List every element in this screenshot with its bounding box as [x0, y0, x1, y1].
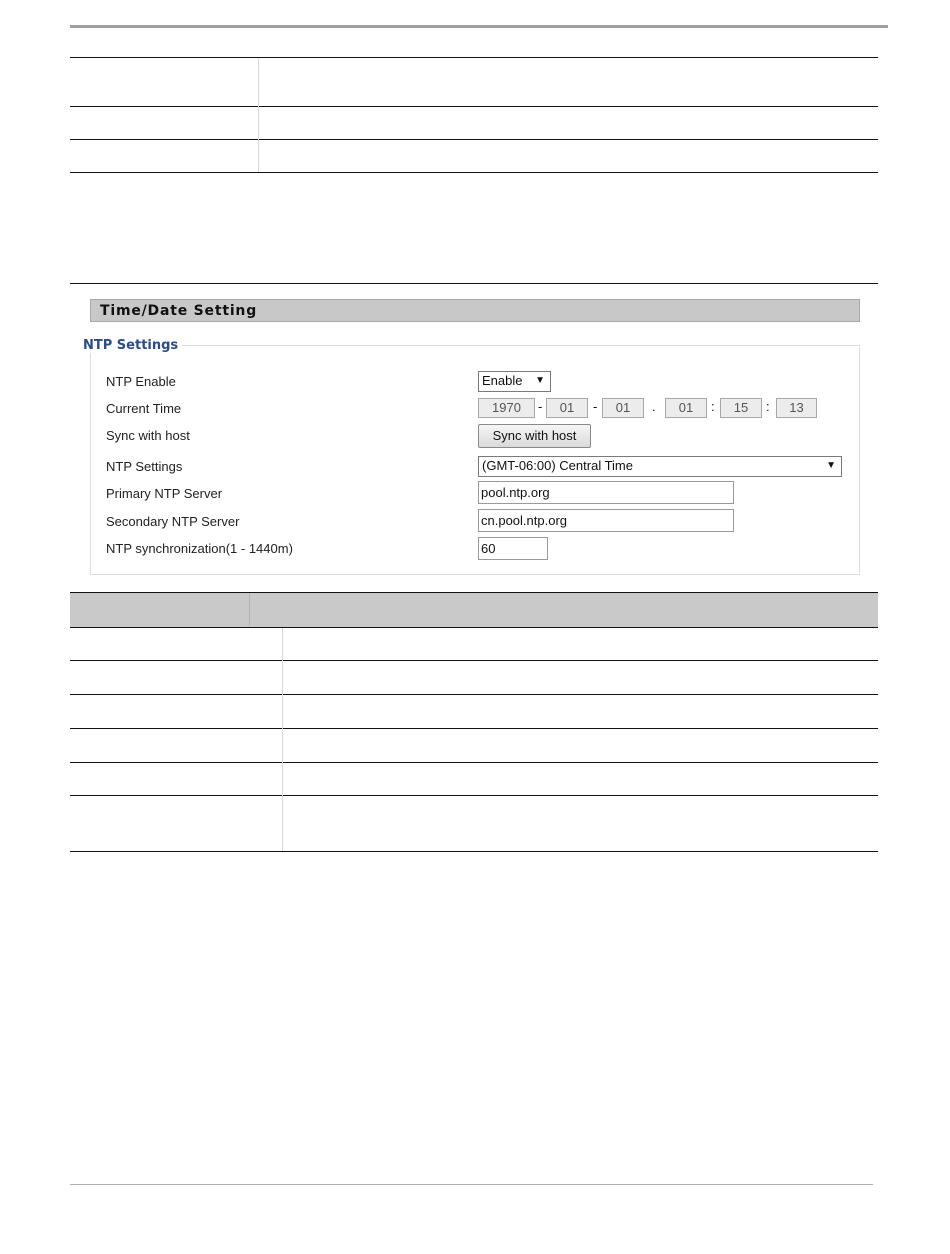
- table-rule: [70, 728, 878, 729]
- time-separator: :: [766, 399, 770, 414]
- table-rule: [70, 795, 878, 796]
- ntp-enable-label: NTP Enable: [106, 374, 176, 389]
- primary-ntp-server-label: Primary NTP Server: [106, 486, 223, 501]
- second-field[interactable]: 13: [776, 398, 817, 418]
- primary-ntp-server-input[interactable]: pool.ntp.org: [478, 481, 734, 504]
- header-rule: [70, 25, 888, 28]
- table-rule: [70, 851, 878, 852]
- panel-title: Time/Date Setting: [90, 299, 860, 322]
- ntp-settings-label: NTP Settings: [106, 459, 183, 474]
- table-column-divider: [249, 593, 250, 626]
- sync-with-host-button[interactable]: Sync with host: [478, 424, 591, 448]
- date-separator: -: [593, 399, 598, 414]
- date-time-separator: .: [652, 399, 656, 414]
- secondary-ntp-server-input[interactable]: cn.pool.ntp.org: [478, 509, 734, 532]
- month-field[interactable]: 01: [546, 398, 588, 418]
- table-rule: [70, 660, 878, 661]
- table-header-row: [70, 592, 878, 628]
- ntp-sync-interval-label: NTP synchronization(1 - 1440m): [106, 541, 293, 556]
- day-field[interactable]: 01: [602, 398, 644, 418]
- ntp-enable-value: Enable: [482, 373, 523, 388]
- table-column-divider: [282, 628, 283, 851]
- triangle-down-icon: ▼: [535, 375, 545, 386]
- secondary-ntp-server-label: Secondary NTP Server: [106, 514, 240, 529]
- ntp-timezone-select[interactable]: [478, 456, 842, 477]
- minute-field[interactable]: 15: [720, 398, 762, 418]
- figure-rule: [70, 283, 878, 284]
- footer-rule: [70, 1184, 873, 1185]
- ntp-timezone-value: (GMT-06:00) Central Time: [482, 458, 633, 473]
- date-separator: -: [538, 399, 543, 414]
- table-column-divider: [258, 58, 259, 172]
- current-time-label: Current Time: [106, 401, 182, 416]
- table-rule: [70, 139, 878, 140]
- ntp-settings-legend: NTP Settings: [79, 338, 182, 353]
- table-rule: [70, 106, 878, 107]
- table-rule: [70, 172, 878, 173]
- sync-with-host-label: Sync with host: [106, 428, 190, 443]
- table-rule: [70, 57, 878, 58]
- table-rule: [70, 762, 878, 763]
- table-rule: [70, 694, 878, 695]
- ntp-enable-select[interactable]: [478, 371, 551, 392]
- year-field[interactable]: 1970: [478, 398, 535, 418]
- ntp-sync-interval-input[interactable]: 60: [478, 537, 548, 560]
- hour-field[interactable]: 01: [665, 398, 707, 418]
- time-separator: :: [711, 399, 715, 414]
- triangle-down-icon: ▼: [826, 460, 836, 471]
